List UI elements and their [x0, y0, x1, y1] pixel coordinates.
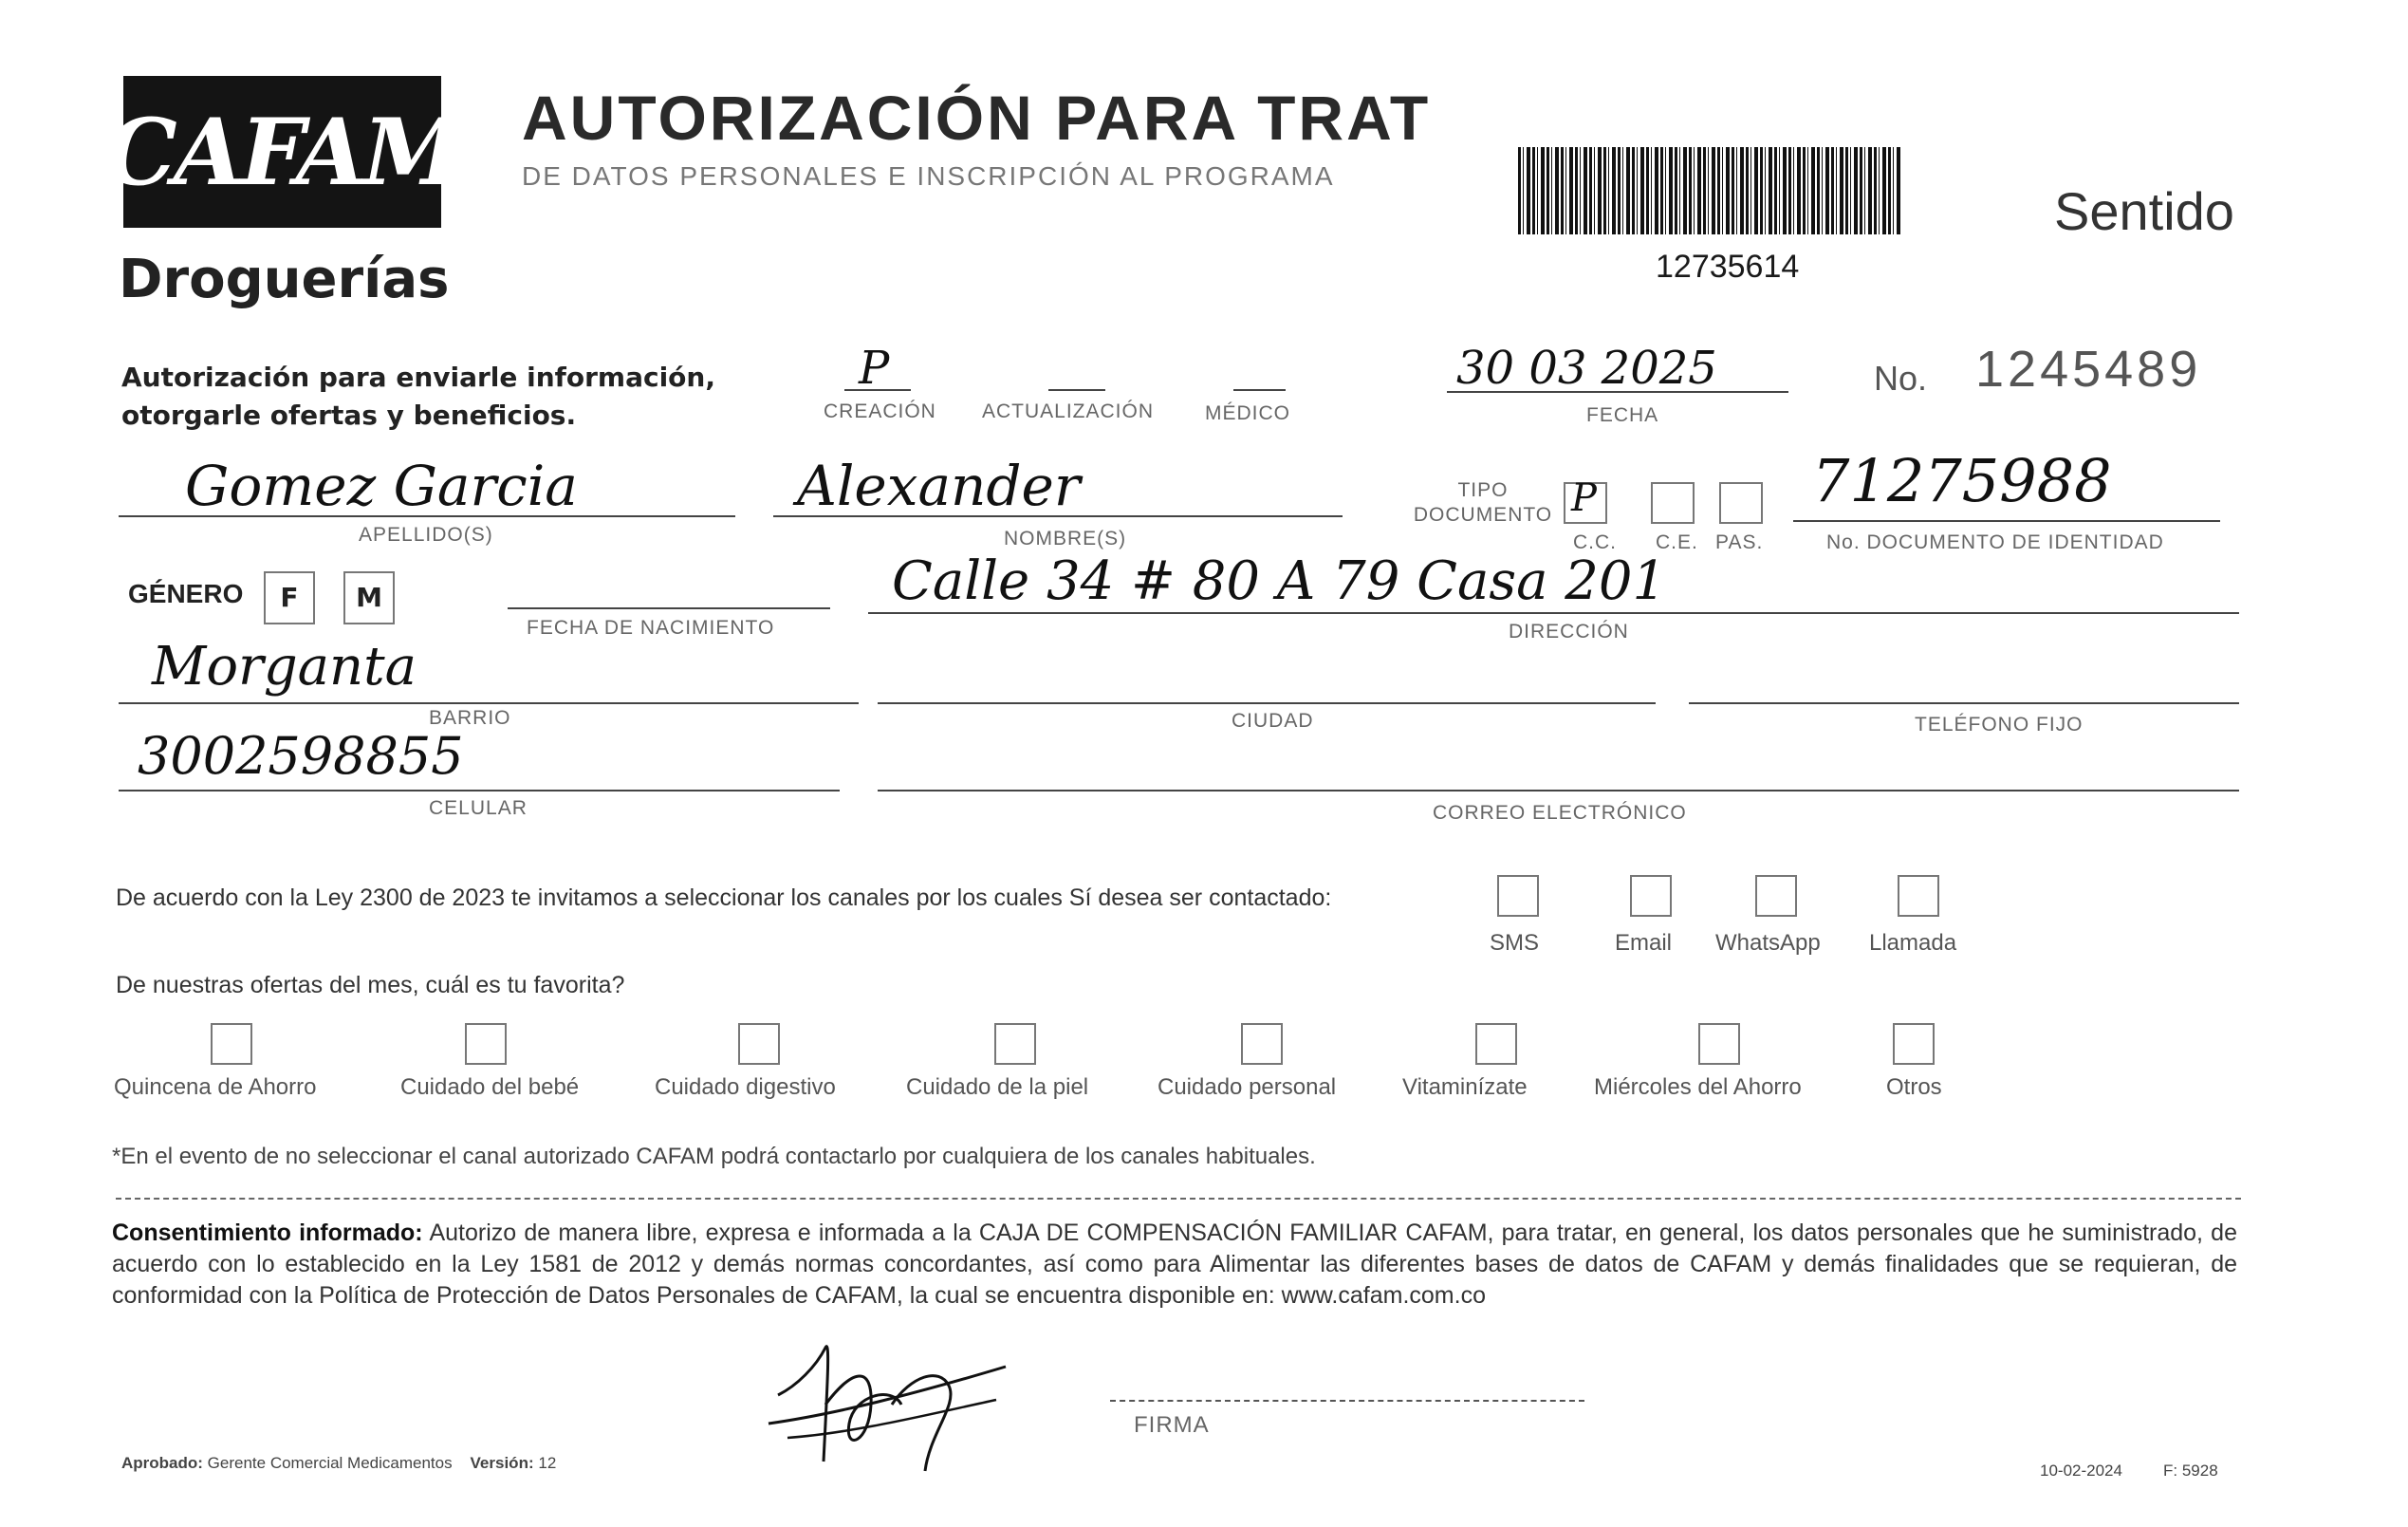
logo-text: CAFAM	[104, 98, 460, 206]
footer-approval	[121, 1454, 556, 1473]
ce-checkbox[interactable]	[1651, 482, 1695, 524]
documento-value: 71275988	[1812, 446, 2112, 515]
pas-checkbox[interactable]	[1719, 482, 1763, 524]
genero-label: GÉNERO	[128, 579, 244, 608]
offer-checkbox-3[interactable]	[994, 1023, 1036, 1065]
cafam-logo	[104, 76, 460, 228]
offer-label-0: Quincena de Ahorro	[114, 1074, 317, 1100]
pas-label: PAS.	[1715, 531, 1764, 553]
ciudad-label: CIUDAD	[1232, 710, 1314, 732]
apellidos-value: Gomez Garcia	[185, 454, 578, 518]
apellidos-label: APELLIDO(S)	[359, 524, 493, 546]
fecha-line	[1447, 391, 1788, 393]
tipo-documento-label: TIPO DOCUMENTO	[1413, 479, 1553, 526]
fecha-label: FECHA	[1586, 404, 1659, 426]
signature-line[interactable]	[1110, 1400, 1584, 1402]
sentido-logo: Sentido	[2054, 181, 2234, 241]
cc-label: C.C.	[1573, 531, 1617, 553]
form-title: AUTORIZACIÓN PARA TRAT	[522, 83, 1432, 153]
channel-whatsapp-label: WhatsApp	[1715, 930, 1821, 956]
form-subtitle: DE DATOS PERSONALES E INSCRIPCIÓN AL PROGRAMA	[522, 161, 1335, 191]
celular-value: 3002598855	[138, 726, 464, 786]
offer-checkbox-7[interactable]	[1893, 1023, 1935, 1065]
aprobado-value: Gerente Comercial Medicamentos	[207, 1454, 453, 1472]
intro-text: Autorización para enviarle información, otorgarle ofertas y beneficios.	[121, 362, 715, 431]
direccion-line	[868, 612, 2239, 614]
offer-label-1: Cuidado del bebé	[400, 1074, 580, 1100]
documento-line	[1793, 520, 2220, 522]
channel-sms-label: SMS	[1490, 930, 1540, 956]
telefono-label: TELÉFONO FIJO	[1915, 714, 2084, 736]
ce-label: C.E.	[1656, 531, 1698, 553]
no-label: No.	[1874, 359, 1928, 398]
apellidos-line	[119, 515, 735, 517]
documento-label: No. DOCUMENTO DE IDENTIDAD	[1826, 531, 2164, 553]
ciudad-line[interactable]	[878, 702, 1656, 704]
nacimiento-line[interactable]	[508, 607, 830, 609]
nacimiento-label: FECHA DE NACIMIENTO	[527, 617, 775, 639]
footer-form-code: F: 5928	[2163, 1462, 2218, 1480]
barcode-number: 12735614	[1656, 249, 1800, 285]
medico-line[interactable]	[1233, 389, 1286, 391]
aprobado-label: Aprobado:	[121, 1454, 203, 1472]
offer-label-6: Miércoles del Ahorro	[1594, 1074, 1802, 1100]
offer-checkbox-1[interactable]	[465, 1023, 507, 1065]
handwritten-signature	[759, 1329, 1025, 1480]
channel-email-label: Email	[1615, 930, 1673, 956]
barcode	[1518, 147, 1902, 234]
offer-checkbox-0[interactable]	[211, 1023, 252, 1065]
offer-checkbox-6[interactable]	[1698, 1023, 1740, 1065]
offer-label-4: Cuidado personal	[1158, 1074, 1337, 1100]
offers-prompt: De nuestras ofertas del mes, cuál es tu favorita?	[116, 972, 625, 998]
consent-paragraph	[112, 1218, 2237, 1312]
cc-checkbox[interactable]	[1564, 476, 1607, 524]
channels-prompt: De acuerdo con la Ley 2300 de 2023 te invitamos a seleccionar los canales por los cuales Sí desea ser contactado:	[116, 885, 1332, 911]
cc-mark: P	[1571, 476, 1597, 520]
nombres-line	[773, 515, 1343, 517]
offer-label-3: Cuidado de la piel	[906, 1074, 1089, 1100]
offer-label-5: Vitaminízate	[1402, 1074, 1528, 1100]
correo-line[interactable]	[878, 790, 2239, 791]
version-label: Versión:	[470, 1454, 534, 1472]
creacion-line	[844, 389, 911, 391]
barrio-line	[119, 702, 859, 704]
signature-label: FIRMA	[1134, 1412, 1210, 1438]
version-value: 12	[538, 1454, 557, 1472]
offer-checkbox-4[interactable]	[1241, 1023, 1283, 1065]
nombres-value: Alexander	[797, 454, 1081, 518]
footer-date-code: 10-02-2024	[2040, 1462, 2122, 1480]
offer-label-2: Cuidado digestivo	[655, 1074, 836, 1100]
consent-heading: Consentimiento informado:	[112, 1220, 423, 1246]
channel-sms-checkbox[interactable]	[1497, 875, 1539, 917]
brand-subtitle: Droguerías	[119, 249, 450, 310]
barrio-label: BARRIO	[429, 707, 511, 729]
consent-body: Autorizo de manera libre, expresa e informada a la CAJA DE COMPENSACIÓN FAMILIAR CAFAM, para tratar, en general, los datos personales que he suministrado, de acuerdo con lo establecido en la Ley 1581 de 2012 y demás normas concordantes, así como para Alimentar las diferentes bases de datos de CAFAM y demás finalidades que se requieran, de conformidad con la Política de Protección de Datos Personales de CAFAM, la cual se encuentra disponible en: www.cafam.com.co	[112, 1220, 2237, 1309]
offer-label-7: Otros	[1886, 1074, 1942, 1100]
direccion-label: DIRECCIÓN	[1509, 621, 1629, 642]
barrio-value: Morganta	[152, 636, 417, 698]
direccion-value: Calle 34 # 80 A 79 Casa 201	[892, 550, 1667, 612]
nombres-label: NOMBRE(S)	[1004, 528, 1127, 549]
offer-checkbox-2[interactable]	[738, 1023, 780, 1065]
correo-label: CORREO ELECTRÓNICO	[1433, 802, 1687, 824]
divider	[116, 1198, 2241, 1200]
genero-f-checkbox[interactable]: F	[264, 571, 315, 624]
actualizacion-label: ACTUALIZACIÓN	[982, 400, 1155, 422]
celular-line	[119, 790, 840, 791]
channel-email-checkbox[interactable]	[1630, 875, 1672, 917]
offer-checkbox-5[interactable]	[1475, 1023, 1517, 1065]
no-value: 1245489	[1975, 341, 2202, 398]
creacion-mark: P	[859, 342, 890, 395]
genero-m-checkbox[interactable]: M	[343, 571, 395, 624]
medico-label: MÉDICO	[1205, 402, 1290, 424]
channel-whatsapp-checkbox[interactable]	[1755, 875, 1797, 917]
channel-llamada-checkbox[interactable]	[1898, 875, 1939, 917]
fecha-value: 30 03 2025	[1456, 342, 1717, 395]
actualizacion-line[interactable]	[1048, 389, 1105, 391]
telefono-line[interactable]	[1689, 702, 2239, 704]
celular-label: CELULAR	[429, 797, 528, 819]
channel-note: *En el evento de no seleccionar el canal autorizado CAFAM podrá contactarlo por cualquiera de los canales habituales.	[112, 1144, 1316, 1169]
creacion-label: CREACIÓN	[824, 400, 936, 422]
channel-llamada-label: Llamada	[1869, 930, 1957, 956]
